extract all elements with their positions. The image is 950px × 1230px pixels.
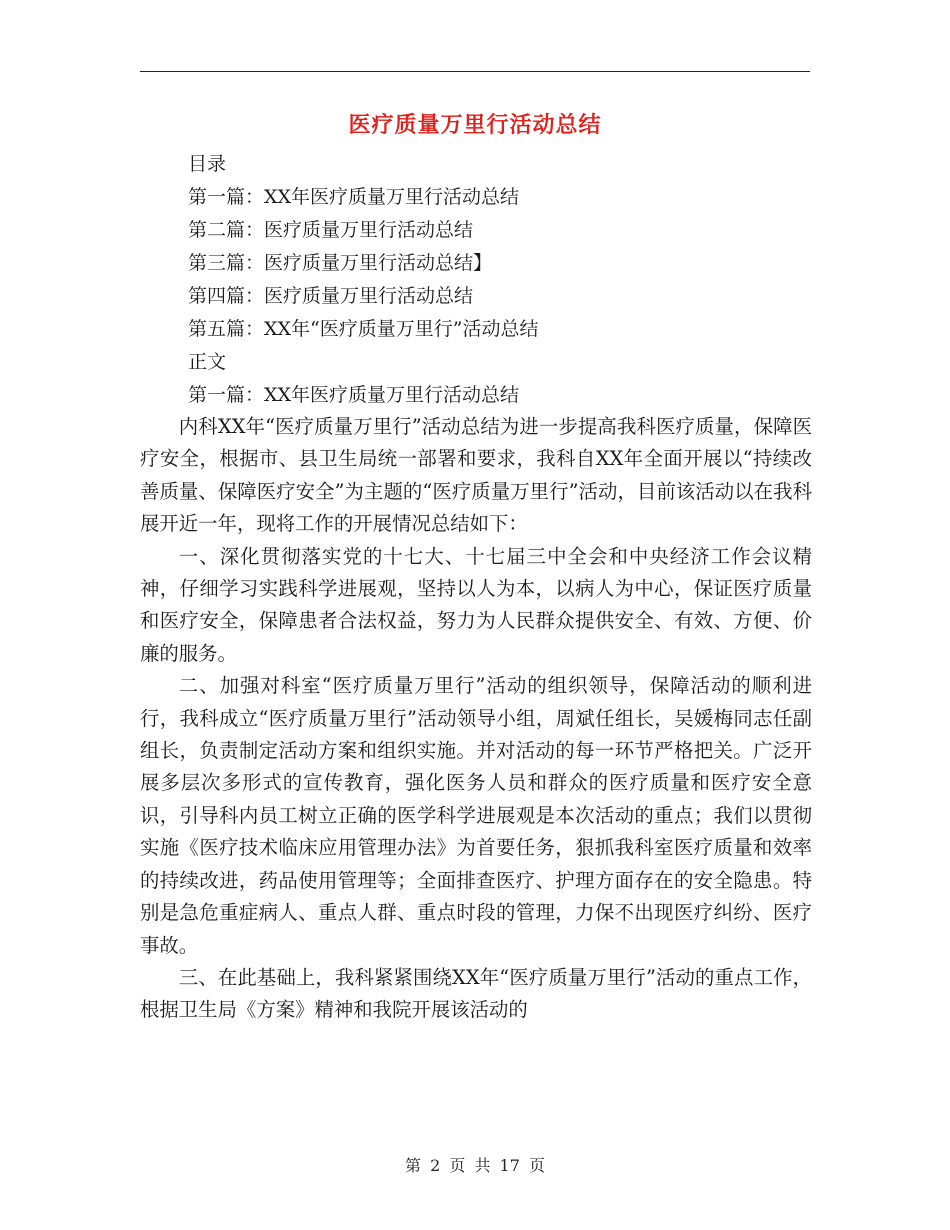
body-paragraph: 二、加强对科室“医疗质量万里行”活动的组织领导，保障活动的顺利进行，我科成立“医疗质量万里行”活动领导小组，周斌任组长，吴媛梅同志任副组长，负责制定活动方案和组织实施。并对活动的每一环节严格把关。广泛开展多层次多形式的宣传教育，强化医务人员和群众的医疗质量和医疗安全意识，引导科内员工树立正确的医学科学进展观是本次活动的重点；我们以贯彻实施《医疗技术临床应用管理办法》为首要任务，狠抓我科室医疗质量和效率的持续改进，药品使用管理等；全面排查医疗、护理方面存在的安全隐患。特别是急危重症病人、重点人群、重点时段的管理，力保不出现医疗纠纷、医疗事故。: [140, 674, 812, 957]
header-rule: [140, 71, 810, 72]
body-heading: 正文: [188, 351, 227, 373]
table-of-contents: [188, 148, 808, 412]
toc-item: 第三篇：医疗质量万里行活动总结】: [188, 252, 493, 274]
body-paragraph: 一、深化贯彻落实党的十七大、十七届三中全会和中央经济工作会议精神，仔细学习实践科学进展观，坚持以人为本，以病人为中心，保证医疗质量和医疗安全，保障患者合法权益，努力为人民群众提供安全、有效、方便、价廉的服务。: [140, 544, 812, 665]
toc-item: 第一篇：XX年医疗质量万里行活动总结: [188, 186, 520, 208]
body-paragraph: 内科XX年“医疗质量万里行”活动总结为进一步提高我科医疗质量，保障医疗安全，根据市、县卫生局统一部署和要求，我科自XX年全面开展以“持续改善质量、保障医疗安全”为主题的“医疗质量万里行”活动，目前该活动以在我科展开近一年，现将工作的开展情况总结如下：: [140, 415, 812, 536]
toc-item: 第二篇：医疗质量万里行活动总结: [188, 219, 474, 241]
toc-heading: 目录: [188, 153, 227, 175]
document-body: [140, 411, 812, 1027]
section-heading: 第一篇：XX年医疗质量万里行活动总结: [188, 384, 520, 406]
body-paragraph: 三、在此基础上，我科紧紧围绕XX年“医疗质量万里行”活动的重点工作，根据卫生局《方案》精神和我院开展该活动的: [140, 965, 812, 1022]
document-title: 医疗质量万里行活动总结: [348, 112, 602, 138]
toc-item: 第五篇：XX年“医疗质量万里行”活动总结: [188, 318, 539, 340]
toc-item: 第四篇：医疗质量万里行活动总结: [188, 285, 474, 307]
page-footer: 第 2 页 共 17 页: [405, 1156, 545, 1175]
